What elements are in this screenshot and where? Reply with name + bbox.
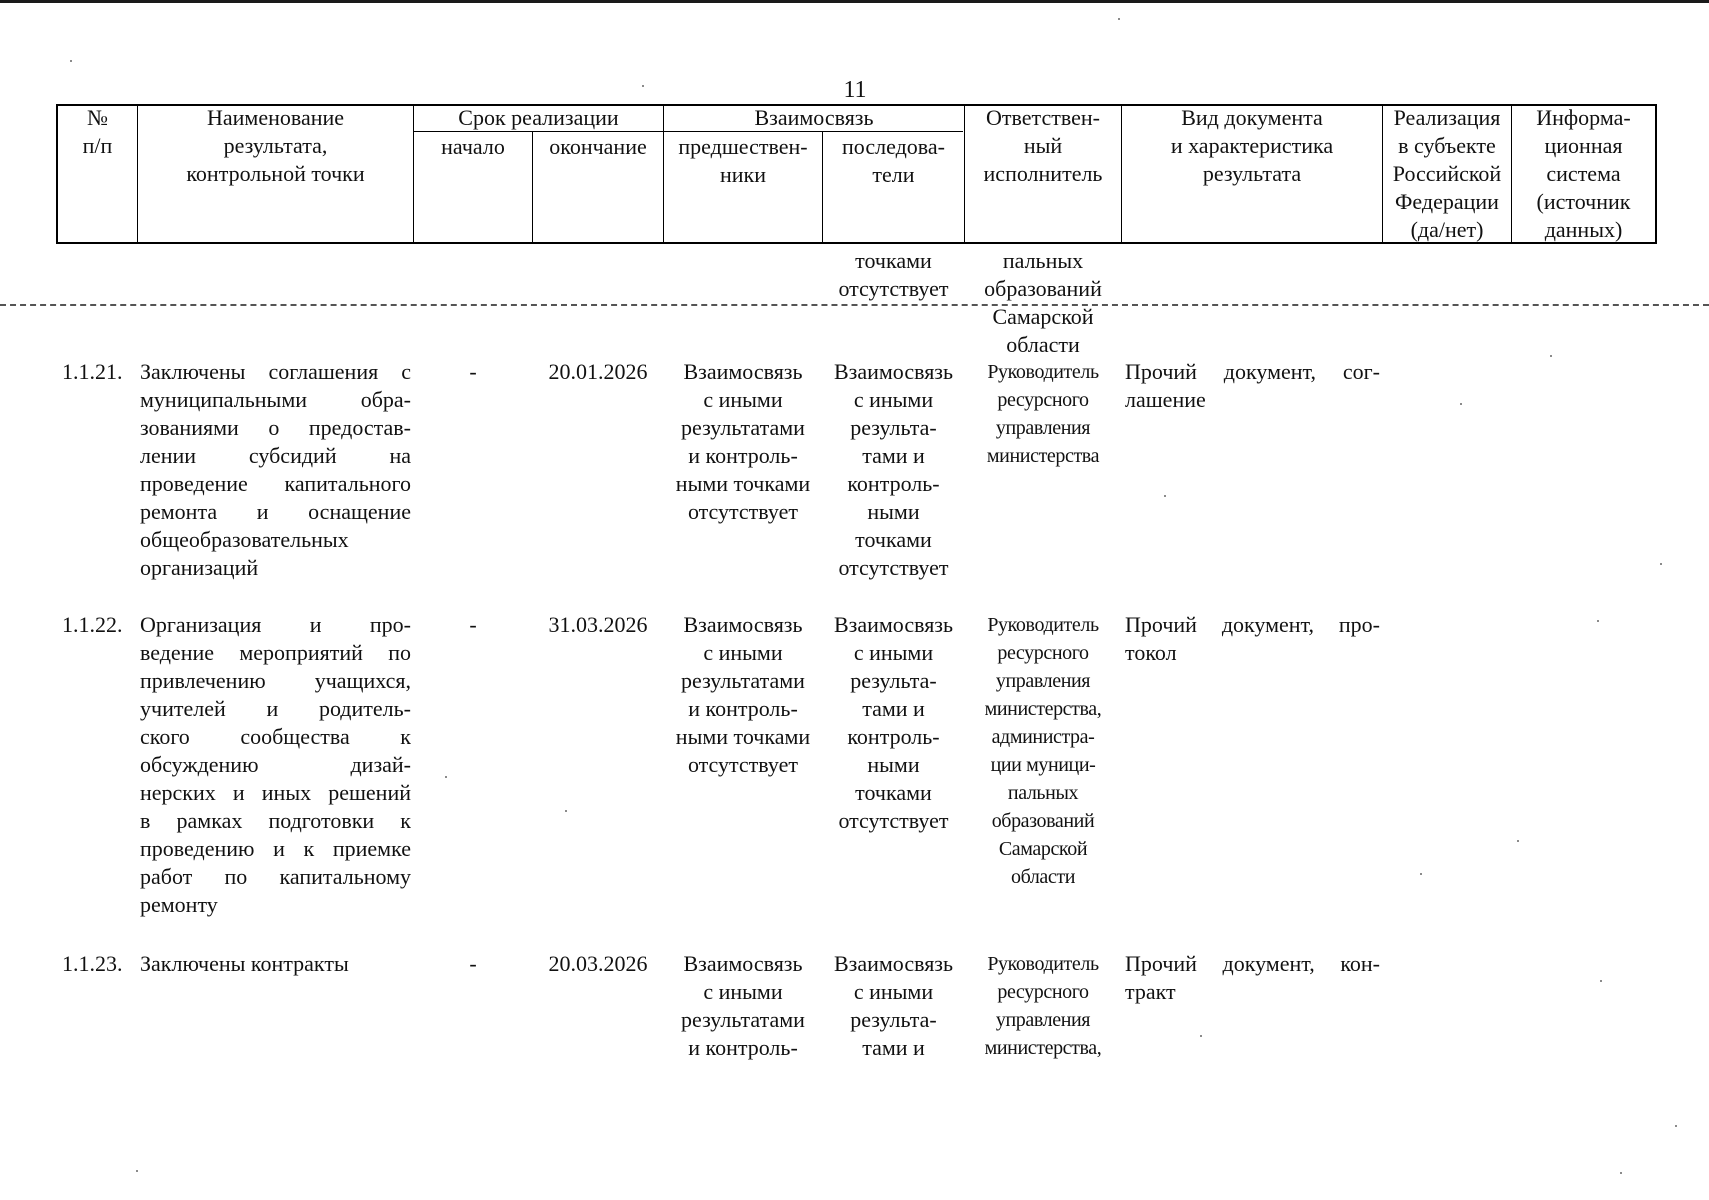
row-successors: Взаимосвязь с иными результа- тами и [833,951,954,1060]
row-predecessors: Взаимосвязь с иными результатами и контроль- ными точками отсутствует [675,359,811,524]
row-end: 20.01.2026 [548,359,648,384]
row-doc: Прочий документ, кон- тракт [1125,951,1380,1004]
scan-edge [0,0,1709,3]
continuation-successors: точками отсутствует [838,248,949,301]
row-name: Организация и про- ведение мероприятий по привлечению учащихся, учителей и родитель- ского сообщества к обсуждению дизай- нерских и иных решений в рамках подготовки к проведению и к приемке работ по капитальному ремонту [140,612,411,917]
row-successors: Взаимосвязь с иными результа- тами и контроль- ными точками отсутствует [833,612,954,833]
row-doc: Прочий документ, про- токол [1125,612,1380,665]
header-name: Наименование результата, контрольной точки [186,105,365,186]
row-doc: Прочий документ, сог- лашение [1125,359,1380,412]
header-info-system: Информа- ционная система (источник данных) [1536,105,1631,242]
row-responsible: Руководитель ресурсного управления министерства, администра- ции муници- пальных образований Самарской области [984,614,1102,888]
row-predecessors: Взаимосвязь с иными результатами и контроль- [681,951,805,1060]
header-predecessors: предшествен- ники [678,134,808,187]
row-responsible: Руководитель ресурсного управления министерства [986,361,1100,467]
row-responsible: Руководитель ресурсного управления министерства, [984,953,1102,1059]
row-number: 1.1.21. [62,359,123,384]
row-successors: Взаимосвязь с иными результа- тами и контроль- ными точками отсутствует [833,359,954,580]
header-period: Срок реализации [458,105,619,130]
row-start: - [469,612,477,637]
row-end: 20.03.2026 [548,951,648,976]
header-num: № п/п [82,105,113,158]
header-doc-type: Вид документа и характеристика результата [1170,105,1334,186]
header-successors: последова- тели [842,134,945,187]
row-number: 1.1.23. [62,951,123,976]
row-name: Заключены контракты [140,951,349,976]
row-start: - [469,951,477,976]
page-number: 11 [843,77,867,103]
page-fold-line [0,304,1709,306]
row-start: - [469,359,477,384]
row-number: 1.1.22. [62,612,123,637]
continuation-responsible: пальных образований Самарской области [984,248,1102,357]
header-responsible: Ответствен- ный исполнитель [983,105,1103,186]
header-start: начало [441,134,505,159]
header-relation: Взаимосвязь [754,105,874,130]
row-name: Заключены соглашения с муниципальными обра- зованиями о предостав- лении субсидий на проведение капитального ремонта и оснащение общеобразовательных организаций [140,359,411,580]
row-end: 31.03.2026 [548,612,648,637]
header-end: окончание [549,134,647,159]
header-region: Реализация в субъекте Российской Федерации (да/нет) [1392,105,1502,242]
row-predecessors: Взаимосвязь с иными результатами и контроль- ными точками отсутствует [675,612,811,777]
